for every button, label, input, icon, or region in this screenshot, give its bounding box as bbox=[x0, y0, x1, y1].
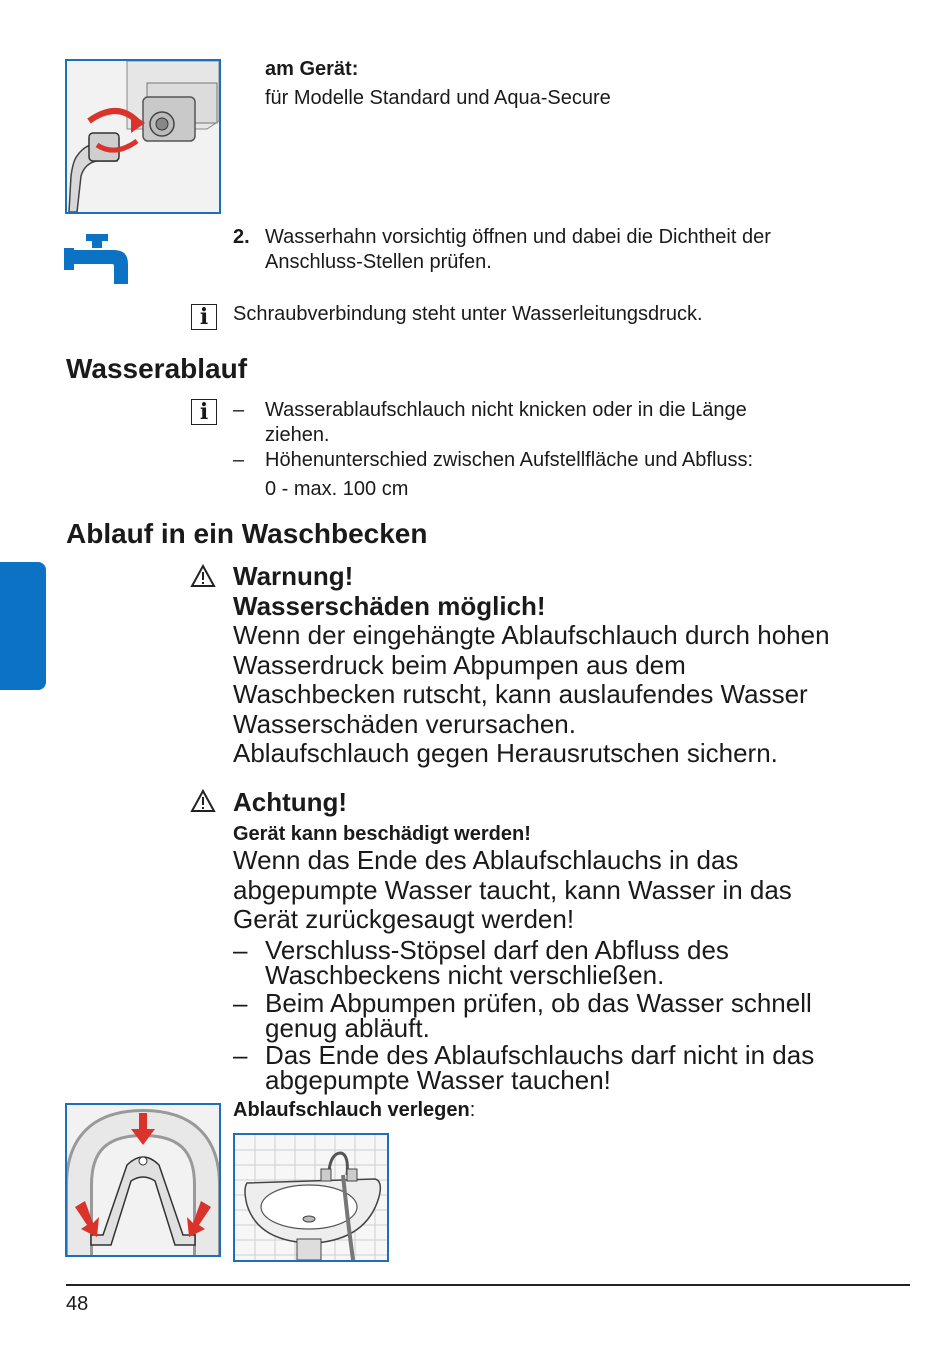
list-item-line: Das Ende des Ablaufschlauchs darf nicht in das bbox=[265, 1040, 815, 1070]
list-item-line: ziehen. bbox=[265, 424, 330, 446]
list-dash: – bbox=[233, 449, 245, 471]
info-icon: i bbox=[191, 399, 217, 425]
warning-text-line: Wasserdruck beim Abpumpen aus dem bbox=[233, 650, 686, 680]
wash-basin-illustration bbox=[233, 1133, 389, 1262]
list-item-line: genug abläuft. bbox=[265, 1013, 430, 1043]
footer-divider bbox=[66, 1284, 910, 1286]
warning-subtitle: Wasserschäden möglich! bbox=[233, 591, 546, 621]
step-text-line-2: Anschluss-Stellen prüfen. bbox=[265, 251, 492, 273]
caution-text-line: Gerät zurückgesaugt werden! bbox=[233, 904, 575, 934]
route-label bbox=[233, 1098, 475, 1122]
step-text-line-1: Wasserhahn vorsichtig öffnen und dabei die Dichtheit der bbox=[265, 226, 771, 248]
list-item-line: Verschluss-Stöpsel darf den Abfluss des bbox=[265, 935, 729, 965]
warning-text-line: Waschbecken rutscht, kann auslaufendes Wasser bbox=[233, 679, 808, 709]
warning-text-line: Ablaufschlauch gegen Herausrutschen sichern. bbox=[233, 738, 778, 768]
warning-text-line: Wenn der eingehängte Ablaufschlauch durch hohen bbox=[233, 620, 830, 650]
route-label-text: Ablaufschlauch verlegen bbox=[233, 1099, 470, 1121]
hose-connection-illustration bbox=[65, 59, 221, 214]
warning-title: Warnung! bbox=[233, 561, 354, 591]
chapter-tab bbox=[0, 562, 46, 690]
section-title-wasserablauf: Wasserablauf bbox=[66, 353, 248, 384]
hose-holder-illustration bbox=[65, 1103, 221, 1257]
warning-triangle-icon bbox=[190, 564, 216, 593]
section-title-waschbecken: Ablauf in ein Waschbecken bbox=[66, 518, 428, 549]
list-item-line: Höhenunterschied zwischen Aufstellfläche und Abfluss: bbox=[265, 449, 754, 471]
list-dash: – bbox=[233, 935, 248, 965]
caution-subtitle: Gerät kann beschädigt werden! bbox=[233, 823, 531, 845]
info-icon: i bbox=[191, 304, 217, 330]
caution-title: Achtung! bbox=[233, 787, 348, 817]
connection-subtext: für Modelle Standard und Aqua-Secure bbox=[265, 87, 611, 109]
list-dash: – bbox=[233, 988, 248, 1018]
tap-icon bbox=[64, 234, 130, 286]
warning-triangle-icon bbox=[190, 789, 216, 818]
list-item-line: Wasserablaufschlauch nicht knicken oder in die Länge bbox=[265, 399, 747, 421]
list-item-line: Waschbeckens nicht verschließen. bbox=[265, 960, 665, 990]
caution-text-line: Wenn das Ende des Ablaufschlauchs in das bbox=[233, 845, 739, 875]
warning-text-line: Wasserschäden verursachen. bbox=[233, 709, 576, 739]
info-pressure-note: Schraubverbindung steht unter Wasserleitungsdruck. bbox=[233, 303, 703, 325]
list-dash: – bbox=[233, 399, 245, 421]
list-item-line: Beim Abpumpen prüfen, ob das Wasser schnell bbox=[265, 988, 812, 1018]
connection-heading: am Gerät: bbox=[265, 58, 359, 80]
list-item-line: abgepumpte Wasser tauchen! bbox=[265, 1065, 611, 1095]
list-item-line: 0 - max. 100 cm bbox=[265, 478, 409, 500]
page-number: 48 bbox=[66, 1293, 89, 1315]
step-number: 2. bbox=[233, 226, 250, 248]
caution-text-line: abgepumpte Wasser taucht, kann Wasser in das bbox=[233, 875, 792, 905]
route-label-colon: : bbox=[469, 1099, 476, 1121]
list-dash: – bbox=[233, 1040, 248, 1070]
